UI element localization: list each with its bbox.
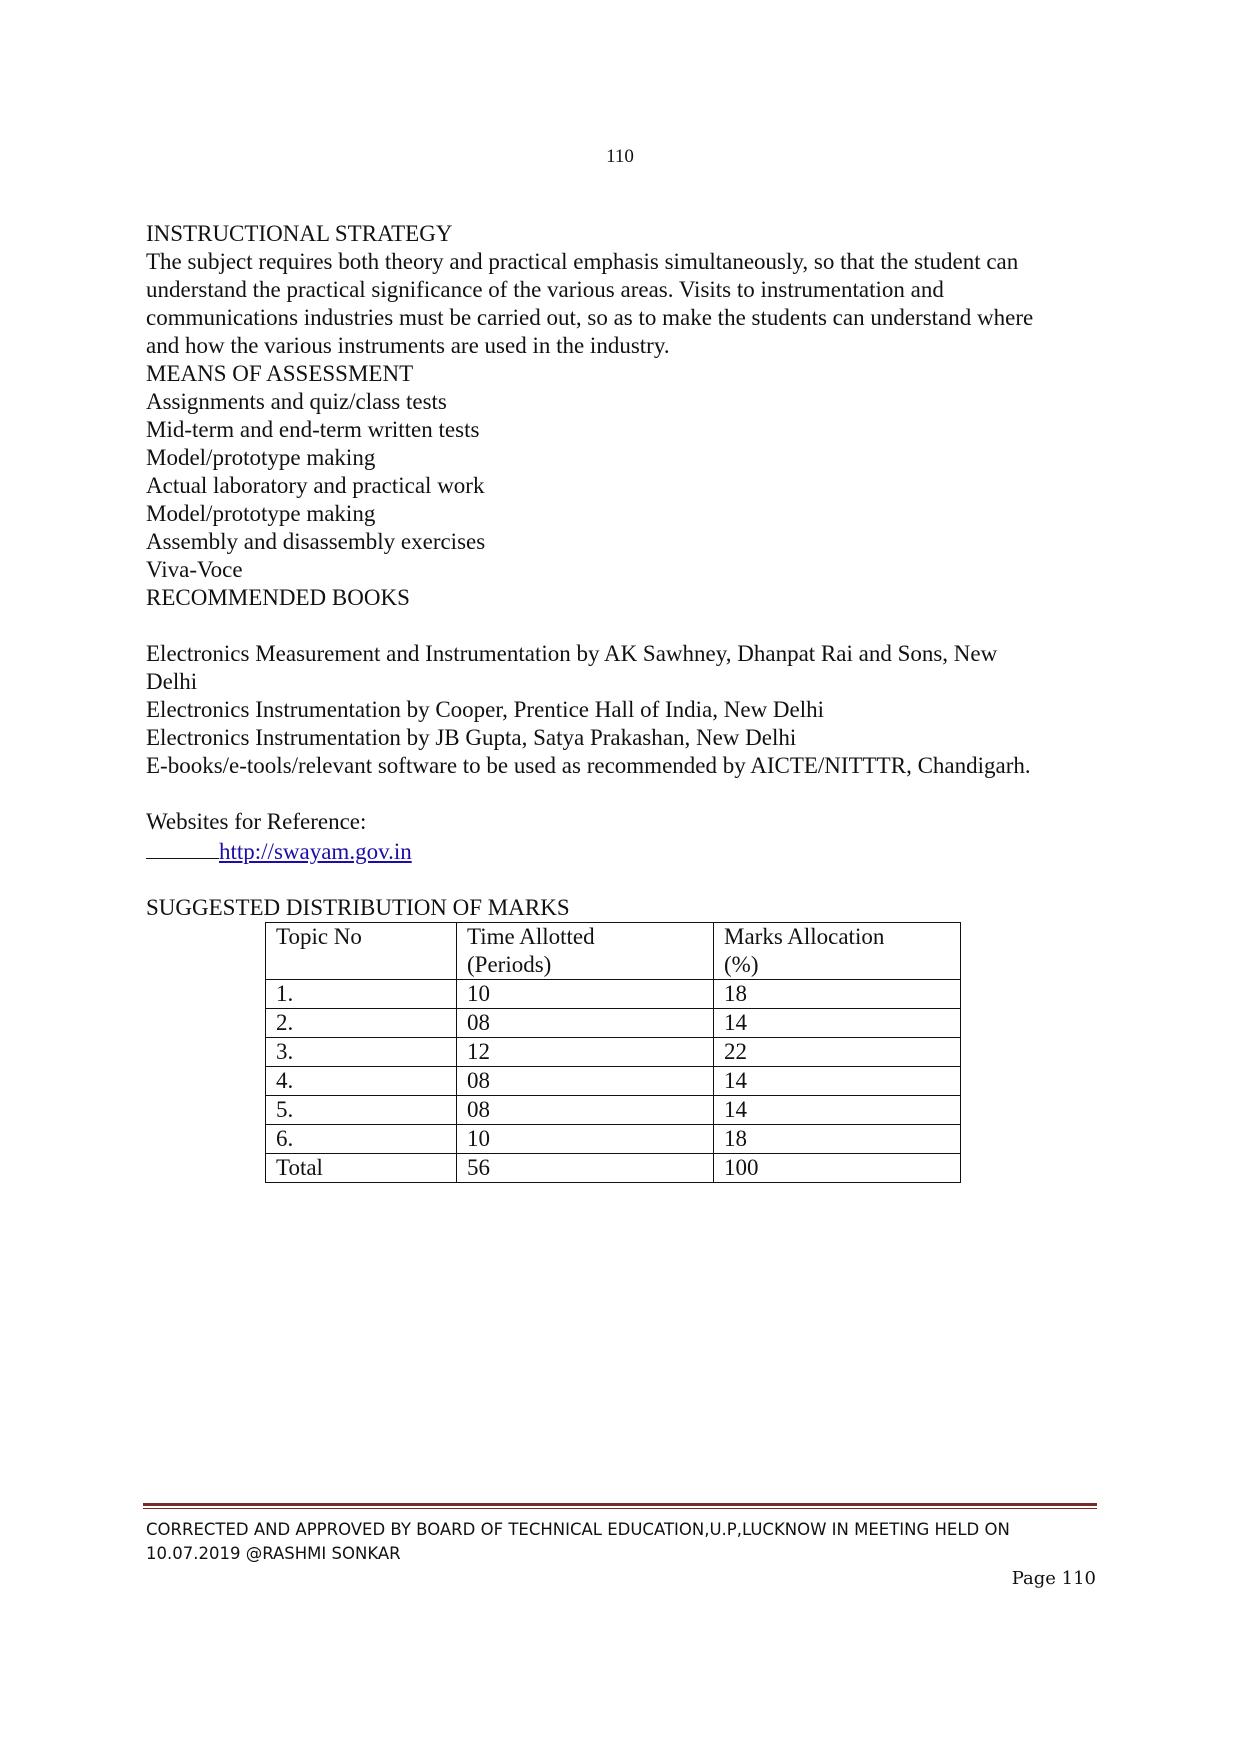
spacer xyxy=(146,866,1096,894)
table-cell: 2. xyxy=(266,1009,457,1038)
marks-table xyxy=(265,922,961,1183)
assessment-item: Actual laboratory and practical work xyxy=(146,473,485,498)
table-row xyxy=(266,1096,961,1125)
table-row xyxy=(266,1067,961,1096)
table-row xyxy=(266,980,961,1009)
assessment-heading: MEANS OF ASSESSMENT xyxy=(146,361,414,386)
header-cell xyxy=(714,923,961,980)
strategy-line: The subject requires both theory and practical emphasis simultaneously, so that the student can xyxy=(146,249,1019,274)
table-cell: 18 xyxy=(714,1125,961,1154)
footer-line: 10.07.2019 @RASHMI SONKAR xyxy=(146,1544,401,1563)
recommended-books-heading: RECOMMENDED BOOKS xyxy=(146,585,410,610)
strategy-line: communications industries must be carried out, so as to make the students can understand where xyxy=(146,305,1034,330)
spacer xyxy=(146,612,1096,640)
table-header-row xyxy=(266,923,961,980)
book-item: E-books/e-tools/relevant software to be used as recommended by AICTE/NITTTR, Chandigarh. xyxy=(146,753,1031,778)
book-item: Delhi xyxy=(146,669,198,694)
footer-line: CORRECTED AND APPROVED BY BOARD OF TECHNICAL EDUCATION,U.P,LUCKNOW IN MEETING HELD ON xyxy=(146,1520,1010,1539)
table-cell: 08 xyxy=(457,1009,714,1038)
instructional-strategy-heading: INSTRUCTIONAL STRATEGY xyxy=(146,221,453,246)
table-cell: 22 xyxy=(714,1038,961,1067)
assessment-item: Assignments and quiz/class tests xyxy=(146,389,447,414)
table-row xyxy=(266,1009,961,1038)
footer-approval-text xyxy=(146,1518,1096,1566)
document-body xyxy=(146,220,1096,1183)
table-cell: 3. xyxy=(266,1038,457,1067)
table-row xyxy=(266,1038,961,1067)
table-cell: 14 xyxy=(714,1009,961,1038)
table-cell: 14 xyxy=(714,1096,961,1125)
table-cell: 18 xyxy=(714,980,961,1009)
table-cell: 56 xyxy=(457,1154,714,1183)
table-cell: 4. xyxy=(266,1067,457,1096)
table-cell: 10 xyxy=(457,1125,714,1154)
strategy-line: understand the practical significance of the various areas. Visits to instrumentation and xyxy=(146,277,944,302)
book-item: Electronics Instrumentation by JB Gupta, Satya Prakashan, New Delhi xyxy=(146,725,797,750)
strategy-line: and how the various instruments are used in the industry. xyxy=(146,333,670,358)
book-item: Electronics Measurement and Instrumentation by AK Sawhney, Dhanpat Rai and Sons, New xyxy=(146,641,998,666)
spacer xyxy=(146,780,1096,808)
assessment-item: Viva-Voce xyxy=(146,557,243,582)
link-underline-pad xyxy=(146,836,219,859)
table-cell: Total xyxy=(266,1154,457,1183)
assessment-item: Assembly and disassembly exercises xyxy=(146,529,486,554)
websites-label: Websites for Reference: xyxy=(146,809,367,834)
header-text: Time Allotted xyxy=(467,924,595,949)
assessment-item: Mid-term and end-term written tests xyxy=(146,417,480,442)
footer-divider xyxy=(143,1503,1097,1509)
swayam-link[interactable]: http://swayam.gov.in xyxy=(219,839,412,864)
table-cell: 5. xyxy=(266,1096,457,1125)
table-cell: 1. xyxy=(266,980,457,1009)
assessment-item: Model/prototype making xyxy=(146,445,376,470)
footer-page-number: Page 110 xyxy=(1011,1568,1096,1589)
table-row xyxy=(266,1154,961,1183)
header-text: Marks Allocation xyxy=(724,924,885,949)
marks-distribution-heading: SUGGESTED DISTRIBUTION OF MARKS xyxy=(146,895,570,920)
header-cell xyxy=(457,923,714,980)
table-row xyxy=(266,1125,961,1154)
table-cell: 12 xyxy=(457,1038,714,1067)
table-cell: 10 xyxy=(457,980,714,1009)
table-cell: 14 xyxy=(714,1067,961,1096)
header-cell xyxy=(266,923,457,980)
page-number-top: 110 xyxy=(606,146,634,167)
header-text: Topic No xyxy=(276,924,362,949)
table-cell: 08 xyxy=(457,1096,714,1125)
table-cell: 08 xyxy=(457,1067,714,1096)
website-link-row xyxy=(146,836,1096,866)
header-text: (%) xyxy=(724,952,759,977)
book-item: Electronics Instrumentation by Cooper, Prentice Hall of India, New Delhi xyxy=(146,697,825,722)
assessment-item: Model/prototype making xyxy=(146,501,376,526)
table-cell: 6. xyxy=(266,1125,457,1154)
table-cell: 100 xyxy=(714,1154,961,1183)
header-text: (Periods) xyxy=(467,952,552,977)
